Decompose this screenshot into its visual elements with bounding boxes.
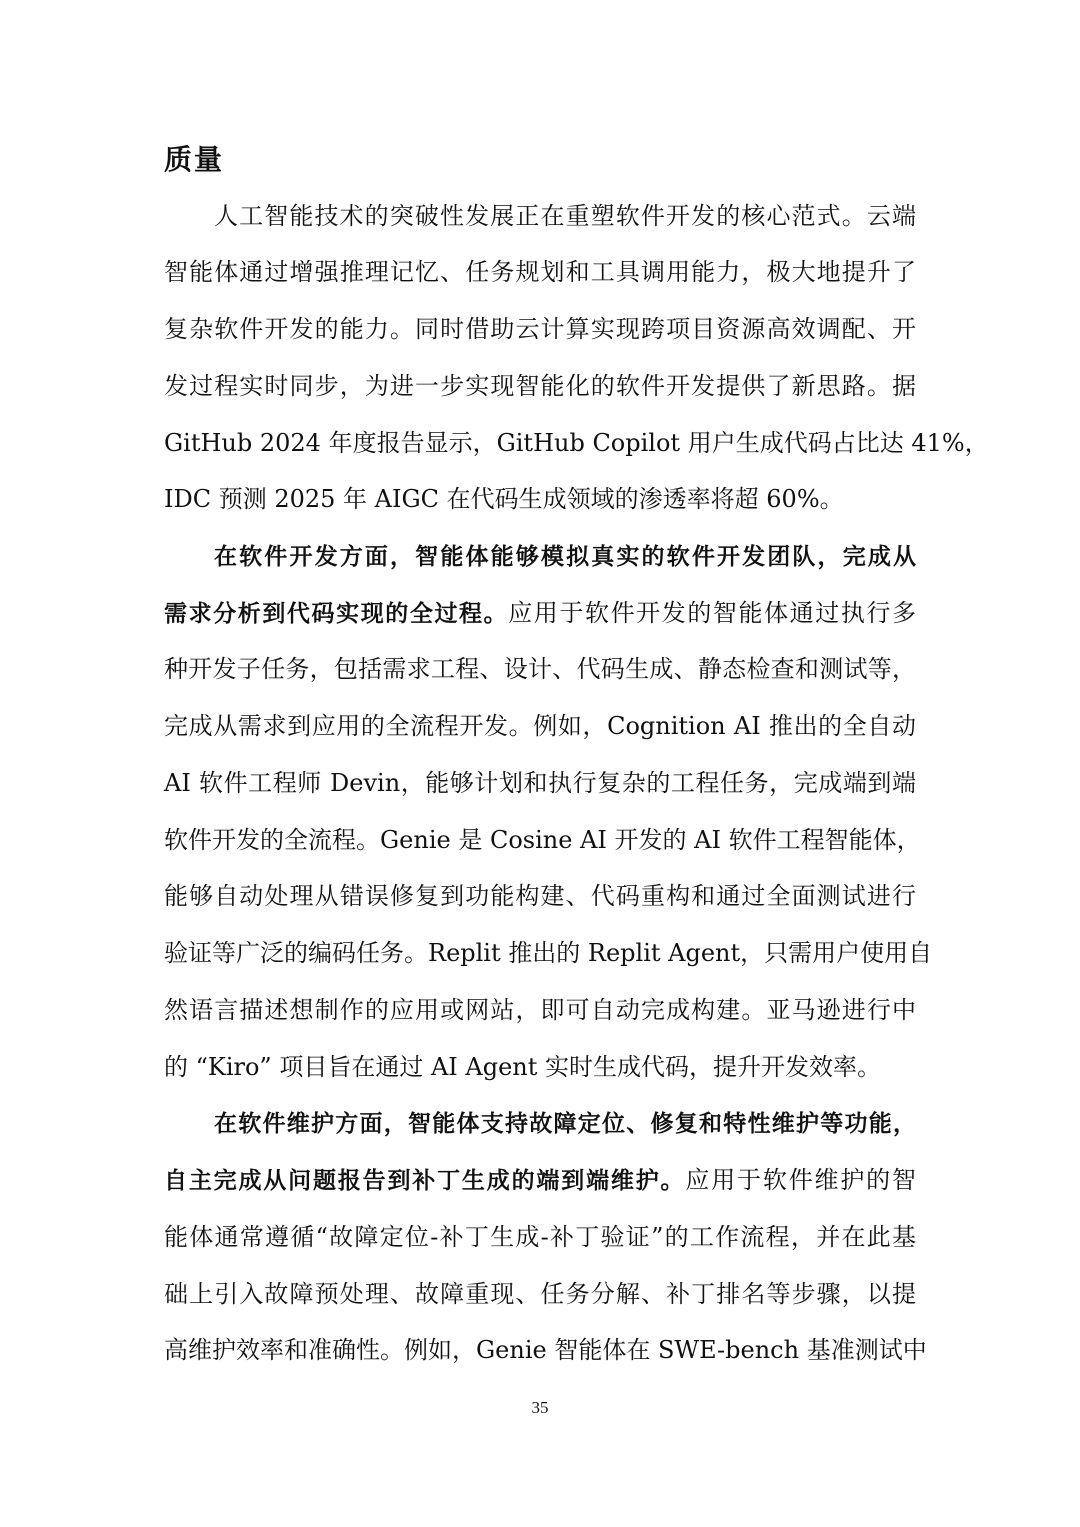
body-text: 智能体通过增强推理记忆、任务规划和工具调用能力，极大地提升了 — [164, 258, 916, 286]
body-text: 然语言描述想制作的应用或网站，即可自动完成构建。亚马逊进行中 — [164, 996, 916, 1024]
text-line — [164, 309, 916, 350]
text-line — [164, 933, 933, 974]
text-line — [164, 366, 916, 407]
body-text: AI 软件工程师 Devin，能够计划和执行复杂的工程任务，完成端到端 — [164, 769, 916, 797]
text-line — [164, 1330, 927, 1371]
section-heading: 质量 — [164, 143, 225, 176]
text-line — [164, 423, 989, 464]
bold-text: 在软件开发方面，智能体能够模拟真实的软件开发团队，完成从 — [214, 544, 916, 570]
text-line — [164, 763, 916, 804]
text-line — [164, 990, 916, 1031]
body-text: GitHub 2024 年度报告显示，GitHub Copilot 用户生成代码占比达 41%， — [164, 429, 989, 457]
page-number: 35 — [531, 1398, 549, 1417]
text-line — [164, 1217, 916, 1258]
text-line — [164, 1274, 916, 1315]
body-text: 应用于软件开发的智能体通过执行多 — [508, 599, 917, 627]
body-text: 能够自动处理从错误修复到功能构建、代码重构和通过全面测试进行 — [164, 882, 916, 910]
body-text: 种开发子任务，包括需求工程、设计、代码生成、静态检查和测试等， — [164, 655, 916, 683]
body-text: 能体通常遵循“故障定位-补丁生成-补丁验证”的工作流程，并在此基 — [164, 1223, 916, 1251]
body-text: 的 “Kiro” 项目旨在通过 AI Agent 实时生成代码，提升开发效率。 — [164, 1053, 882, 1081]
body-text: 人工智能技术的突破性发展正在重塑软件开发的核心范式。云端 — [214, 202, 916, 230]
text-line — [164, 536, 916, 577]
body-text: 复杂软件开发的能力。同时借助云计算实现跨项目资源高效调配、开 — [164, 315, 916, 343]
body-text: 验证等广泛的编码任务。Replit 推出的 Replit Agent，只需用户使用自 — [164, 939, 933, 967]
body-text: 应用于软件维护的智 — [685, 1166, 917, 1194]
text-line — [164, 1103, 916, 1144]
text-line — [164, 820, 921, 861]
text-line — [164, 876, 916, 917]
text-line — [164, 1047, 916, 1088]
body-text: 发过程实时同步，为进一步实现智能化的软件开发提供了新思路。据 — [164, 372, 916, 400]
text-line — [164, 252, 916, 293]
text-line — [164, 196, 916, 237]
text-line — [164, 706, 916, 747]
body-text: IDC 预测 2025 年 AIGC 在代码生成领域的渗透率将超 60%。 — [164, 485, 844, 513]
body-text: 软件开发的全流程。Genie 是 Cosine AI 开发的 AI 软件工程智能体， — [164, 826, 921, 854]
text-line — [164, 593, 916, 634]
bold-text: 在软件维护方面，智能体支持故障定位、修复和特性维护等功能， — [214, 1111, 916, 1137]
text-line — [164, 479, 916, 520]
text-line — [164, 1160, 916, 1201]
body-text: 完成从需求到应用的全流程开发。例如，Cognition AI 推出的全自动 — [164, 712, 916, 740]
bold-text: 自主完成从问题报告到补丁生成的端到端维护。 — [164, 1168, 686, 1194]
bold-text: 需求分析到代码实现的全过程。 — [164, 601, 509, 627]
body-text: 础上引入故障预处理、故障重现、任务分解、补丁排名等步骤，以提 — [164, 1280, 916, 1308]
body-text: 高维护效率和准确性。例如，Genie 智能体在 SWE-bench 基准测试中 — [164, 1336, 927, 1364]
text-line — [164, 649, 916, 690]
